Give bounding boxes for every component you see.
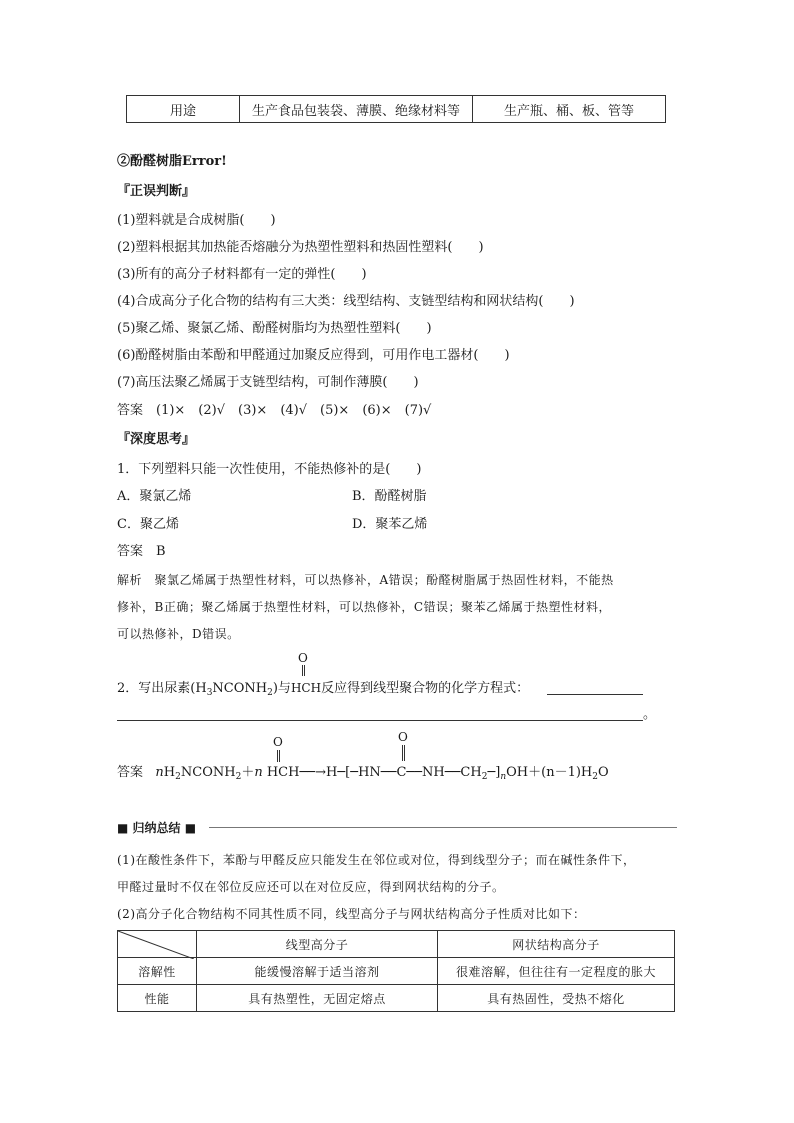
ans-plus: ＋	[241, 765, 255, 780]
table-head-linear: 线型高分子	[197, 931, 438, 958]
q1-answer: 答案 B	[117, 544, 166, 559]
usage-label: 用途	[127, 96, 240, 123]
summary-p2: (2)高分子化合物结构不同其性质不同，线型高分子与网状结构高分子性质对比如下：	[117, 907, 586, 921]
q1-option-c: C．聚乙烯	[117, 517, 179, 532]
ans-nconh: NCONH	[180, 765, 236, 780]
table-row	[118, 931, 675, 958]
ans-sub-2a: 2	[175, 772, 181, 782]
ans-water-coef: ＋(n－1)H	[528, 765, 593, 780]
q1-option-b: B．酚醛树脂	[352, 489, 427, 504]
deep-section-title: 『深度思考』	[117, 432, 196, 447]
q1-stem: 1．下列塑料只能一次性使用，不能热修补的是( )	[117, 462, 422, 477]
q1-option-a: A．聚氯乙烯	[117, 489, 192, 504]
q2-stem-part-b: NCONH	[212, 681, 268, 696]
judge-item-5: (5)聚乙烯、聚氯乙烯、酚醛树脂均为热塑性塑料( )	[117, 321, 432, 336]
ans-bond-2b	[404, 745, 406, 761]
q1-option-d: D．聚苯乙烯	[352, 517, 428, 532]
table-row	[118, 985, 675, 1012]
ans-label: 答案	[117, 765, 144, 780]
judge-item-6: (6)酚醛树脂由苯酚和甲醛通过加聚反应得到，可用作电工器材( )	[117, 348, 510, 363]
q2-o-label: O	[298, 651, 308, 665]
ans-formaldehyde: HCH	[266, 765, 300, 780]
table-cell-linear-property: 具有热塑性，无固定熔点	[197, 985, 438, 1012]
q1-analysis-line3: 可以热修补，D错误。	[117, 627, 240, 641]
ans-arrow: ──→	[299, 765, 327, 780]
judge-item-7: (7)高压法聚乙烯属于支链型结构，可制作薄膜( )	[117, 375, 419, 390]
q2-end-mark: 。	[643, 707, 657, 722]
q2-sub-2: 2	[267, 688, 273, 698]
q1-analysis-line1: 解析 聚氯乙烯属于热塑性材料，可以热修补，A错误；酚醛树脂属于热固性材料，不能热	[117, 573, 614, 587]
ans-coef-n2: n	[254, 765, 263, 780]
ans-polymer-chain: H─[─HN──C──NH──CH	[326, 765, 482, 780]
ans-h: H	[163, 765, 176, 780]
q2-formaldehyde: HCH	[290, 681, 322, 695]
q2-stem-part-a: 2．写出尿素(H	[117, 681, 207, 696]
table-cell-network-solubility: 很难溶解，但往往有一定程度的胀大	[438, 958, 675, 985]
ans-sub-2c: 2	[481, 772, 488, 782]
ans-oh: OH	[506, 765, 529, 780]
table-row	[127, 96, 666, 123]
usage-col1: 生产食品包装袋、薄膜、绝缘材料等	[240, 96, 473, 123]
table-row	[118, 958, 675, 985]
ans-sub-2b: 2	[235, 772, 242, 782]
ans-bond-1b	[279, 750, 281, 762]
table-corner-cell	[118, 931, 197, 958]
q2-answer-blank-1	[547, 694, 643, 695]
ans-o-label-2: O	[398, 730, 408, 744]
phenolic-resin-line: ②酚醛树脂Error!	[117, 154, 227, 169]
summary-title: ■ 归纳总结 ■	[117, 821, 197, 835]
q2-stem	[117, 679, 529, 702]
ans-o-label-1: O	[273, 735, 283, 749]
ans-water-o: O	[598, 765, 609, 780]
ans-sub-2d: 2	[592, 772, 598, 782]
ans-coef-n1: n	[155, 765, 164, 780]
summary-divider	[209, 827, 677, 828]
judge-item-2: (2)塑料根据其加热能否熔融分为热塑性塑料和热固性塑料( )	[117, 240, 484, 255]
table-cell-linear-solubility: 能缓慢溶解于适当溶剂	[197, 958, 438, 985]
q2-stem-part-c: )与	[272, 681, 291, 696]
ans-chain-end: ─]	[487, 765, 501, 780]
table-cell-network-property: 具有热固性，受热不熔化	[438, 985, 675, 1012]
comparison-table	[117, 930, 675, 1012]
q1-analysis-line2: 修补，B正确；聚乙烯属于热塑性材料，可以热修补，C错误；聚苯乙烯属于热塑性材料，	[117, 600, 612, 614]
table-head-network: 网状结构高分子	[438, 931, 675, 958]
q2-double-bond-2	[304, 665, 306, 676]
usage-table	[126, 95, 666, 123]
table-row-label-property: 性能	[118, 985, 197, 1012]
q2-sub-3: 3	[206, 688, 213, 698]
judge-item-4: (4)合成高分子化合物的结构有三大类：线型结构、支链型结构和网状结构( )	[117, 294, 575, 309]
judge-answer: 答案 (1)× (2)√ (3)× (4)√ (5)× (6)× (7)√	[117, 403, 432, 418]
q2-answer-blank-2	[117, 720, 643, 721]
judge-section-title: 『正误判断』	[117, 184, 196, 199]
q2-stem-part-d: 反应得到线型聚合物的化学方程式：	[321, 681, 530, 696]
summary-header	[117, 820, 677, 836]
judge-item-3: (3)所有的高分子材料都有一定的弹性( )	[117, 267, 367, 282]
ans-sub-n: n	[500, 772, 507, 782]
table-row-label-solubility: 溶解性	[118, 958, 197, 985]
usage-col2: 生产瓶、桶、板、管等	[473, 96, 666, 123]
summary-p1-line2: 甲醛过量时不仅在邻位反应还可以在对位反应，得到网状结构的分子。	[117, 880, 505, 894]
q2-answer-equation	[117, 764, 609, 786]
diagonal-line	[118, 931, 194, 959]
summary-p1-line1: (1)在酸性条件下，苯酚与甲醛反应只能发生在邻位或对位，得到线型分子；而在碱性条件下，	[117, 853, 636, 867]
judge-item-1: (1)塑料就是合成树脂( )	[117, 213, 276, 228]
